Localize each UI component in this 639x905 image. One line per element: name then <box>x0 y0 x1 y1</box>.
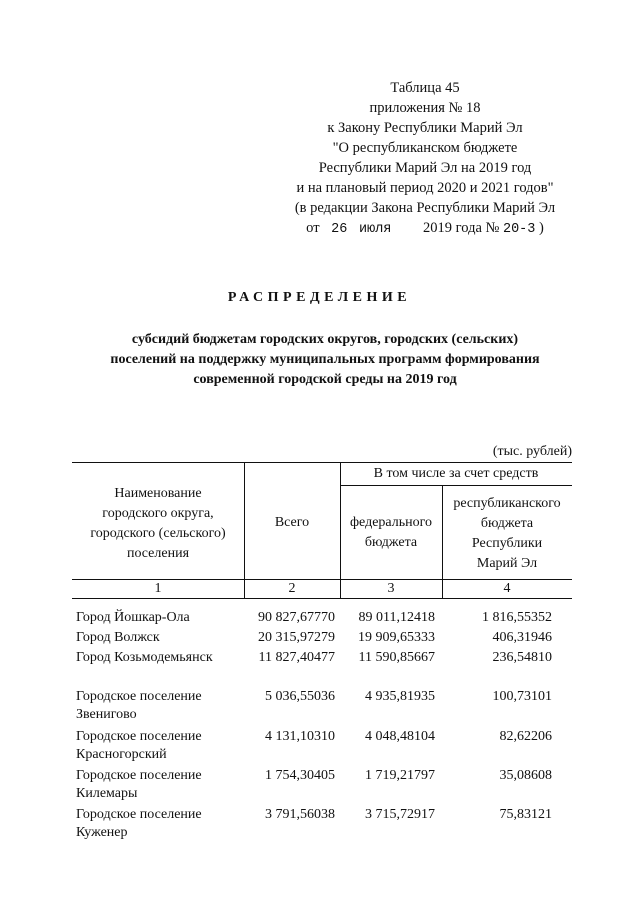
header-republic <box>442 494 572 574</box>
row-total: 1 754,30405 <box>265 768 335 783</box>
header-republic-line: Марий Эл <box>476 556 538 571</box>
row-name-line: Красногорский <box>76 747 167 762</box>
row-name <box>76 629 246 647</box>
row-federal: 4 048,48104 <box>365 729 435 744</box>
row-republic: 1 816,55352 <box>482 610 552 625</box>
row-name-line: Звенигово <box>76 707 137 722</box>
table-top-border <box>72 462 572 463</box>
row-name <box>76 728 246 764</box>
row-name <box>76 767 246 803</box>
row-name-line: Город Волжск <box>76 630 160 645</box>
row-federal: 19 909,65333 <box>358 630 435 645</box>
row-total: 3 791,56038 <box>265 807 335 822</box>
table-row <box>72 767 572 807</box>
header-federal <box>340 513 442 553</box>
amendment-line <box>270 218 580 240</box>
row-federal: 4 935,81935 <box>365 689 435 704</box>
document-title: РАСПРЕДЕЛЕНИЕ <box>227 290 412 305</box>
header-republic-line: Республики <box>471 536 543 551</box>
amendment-month: июля <box>359 222 392 237</box>
row-total: 11 827,40477 <box>258 650 335 665</box>
table-row <box>72 649 572 689</box>
column-number: 2 <box>288 581 296 596</box>
header-name <box>72 484 244 564</box>
header-line: "О республиканском бюджете <box>332 140 518 156</box>
row-republic: 406,31946 <box>492 630 552 645</box>
amendment-year: 2019 года № <box>423 220 500 236</box>
document-subtitle <box>70 330 580 390</box>
header-name-line: городского (сельского) <box>90 526 226 541</box>
header-including: В том числе за счет средств <box>373 466 539 481</box>
row-name <box>76 806 246 842</box>
header-line: и на плановый период 2020 и 2021 годов" <box>296 180 554 196</box>
header-name-line: поселения <box>126 546 190 561</box>
table-row <box>72 688 572 728</box>
row-name-line: Городское поселение <box>76 689 202 704</box>
header-line: Республики Марий Эл на 2019 год <box>318 160 532 176</box>
table-row <box>72 806 572 846</box>
amendment-prefix: от <box>306 220 320 236</box>
subtitle-line: современной городской среды на 2019 год <box>193 372 457 387</box>
row-name-line: Килемары <box>76 786 138 801</box>
amendment-day: 26 <box>331 222 348 237</box>
amendment-number: 20-3 <box>502 222 536 237</box>
subtitle-line: поселений на поддержку муниципальных программ формирования <box>110 352 540 367</box>
row-republic: 82,62206 <box>499 729 552 744</box>
row-federal: 1 719,21797 <box>365 768 435 783</box>
subheader-divider <box>340 485 572 486</box>
row-total: 90 827,67770 <box>258 610 335 625</box>
row-republic: 75,83121 <box>499 807 552 822</box>
amendment-close: ) <box>539 220 544 236</box>
row-republic: 100,73101 <box>492 689 552 704</box>
row-total: 4 131,10310 <box>265 729 335 744</box>
column-number: 4 <box>503 581 511 596</box>
header-line: приложения № 18 <box>369 100 481 116</box>
table-row <box>72 728 572 768</box>
row-federal: 89 011,12418 <box>358 610 435 625</box>
row-name-line: Городское поселение <box>76 729 202 744</box>
document-header <box>270 78 580 240</box>
header-name-line: Наименование <box>114 486 202 501</box>
header-republic-line: республиканского <box>453 496 561 511</box>
header-name-line: городского округа, <box>102 506 214 521</box>
header-line: к Закону Республики Марий Эл <box>327 120 523 136</box>
row-republic: 35,08608 <box>499 768 552 783</box>
row-total: 5 036,55036 <box>265 689 335 704</box>
row-name-line: Город Козьмодемьянск <box>76 650 213 665</box>
row-total: 20 315,97279 <box>258 630 335 645</box>
row-republic: 236,54810 <box>492 650 552 665</box>
header-line: (в редакции Закона Республики Марий Эл <box>294 200 556 216</box>
column-number: 1 <box>154 581 162 596</box>
row-name-line: Город Йошкар-Ола <box>76 610 190 625</box>
row-name-line: Куженер <box>76 825 128 840</box>
column-number: 3 <box>387 581 395 596</box>
header-federal-line: бюджета <box>364 535 418 550</box>
row-name-line: Городское поселение <box>76 807 202 822</box>
row-federal: 3 715,72917 <box>365 807 435 822</box>
row-name <box>76 609 246 627</box>
row-federal: 11 590,85667 <box>358 650 435 665</box>
header-federal-line: федерального <box>349 515 433 530</box>
row-name <box>76 649 246 667</box>
units-label: (тыс. рублей) <box>492 444 572 459</box>
row-name-line: Городское поселение <box>76 768 202 783</box>
row-name <box>76 688 246 724</box>
header-total: Всего <box>274 515 310 530</box>
header-republic-line: бюджета <box>480 516 534 531</box>
header-line: Таблица 45 <box>390 80 460 96</box>
subtitle-line: субсидий бюджетам городских округов, городских (сельских) <box>131 332 519 347</box>
